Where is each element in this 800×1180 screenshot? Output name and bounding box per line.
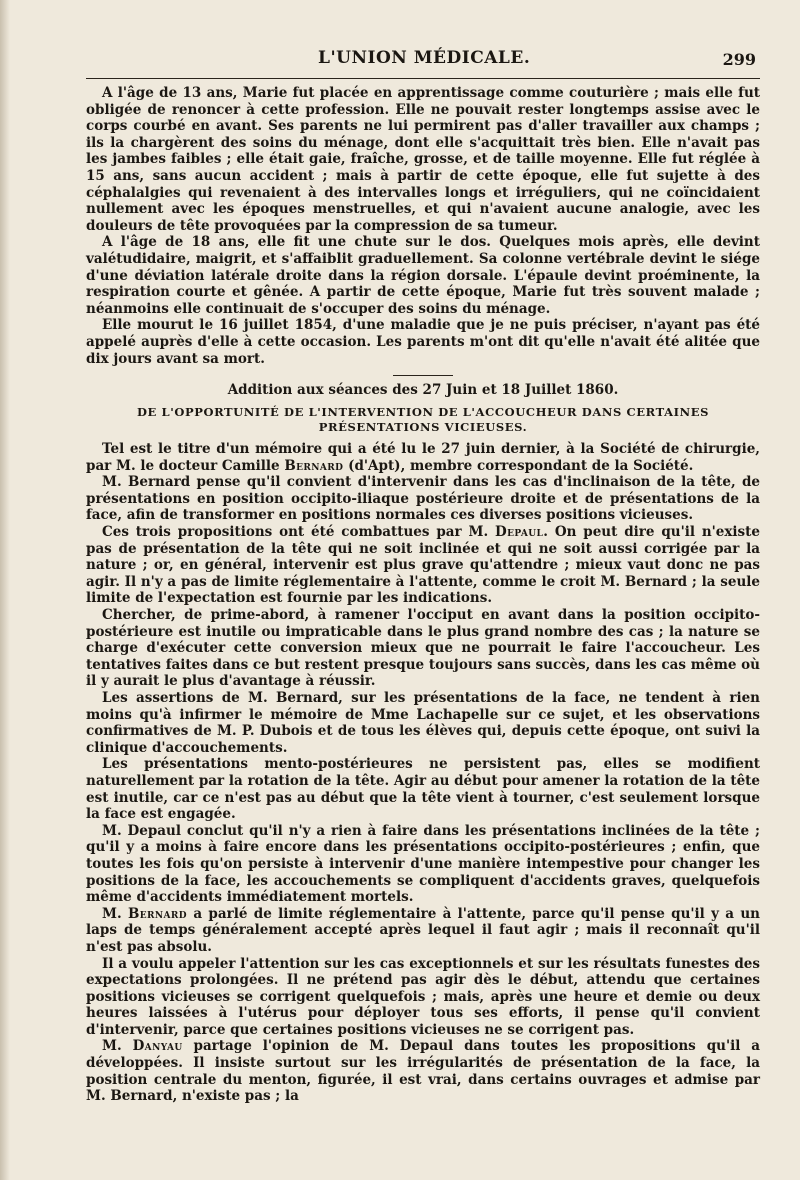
paragraph: Chercher, de prime-abord, à ramener l'occiput en avant dans la position occipito-postérieure est inutile ou impraticable dans le plus grand nombre des cas ; la nature se charge d'exécuter cette conversion mieux que ne pourrait le faire l'accoucheur. Les tentatives faites dans ce but restent presque toujours sans succès, dans les cas même où il y aurait le plus d'avantage à réussir. xyxy=(86,607,760,690)
paragraph: M. Depaul conclut qu'il n'y a rien à faire dans les présentations inclinées de la tête ; qu'il y a moins à faire encore dans les présentations occipito-postérieures ; enfin, que toutes les fois qu'on persiste à intervenir d'une manière intempestive pour changer les positions de la face, les accouchements se compliquent d'accidents graves, quelquefois même d'accidents immédiatement mortels. xyxy=(86,822,760,906)
author-name: Danyau xyxy=(132,1038,183,1055)
paragraph xyxy=(86,441,760,474)
paragraph: Il a voulu appeler l'attention sur les cas exceptionnels et sur les résultats funestes des expectations prolongées. Il ne prétend pas agir dès le début, attendu que certaines positions vicieuses se corrigent quelquefois ; mais, après une heure et demie ou deux heures laissées à l'utérus pour déployer tous ses efforts, il pense qu'il convient d'intervenir, parce que certaines positions vicieuses ne se corrigent pas. xyxy=(86,955,760,1038)
text-span: . On peut dire qu'il n'existe pas de présentation de la tête qui ne soit inclinée et qui ne soit aussi corrigée par la nature ; or, en général, intervenir est plus grave qu'attendre ; mieux vaut donc ne pas agir. Il n'y a pas de limite réglementaire à l'attente, comme le croit M. Bernard ; la seule limite de l'expectation est fournie par les indications. xyxy=(86,524,760,607)
text-span: Tel est le titre d'un mémoire qui a été lu le 27 juin dernier, à la Société de chirurgie, par M. le docteur Camille xyxy=(86,441,760,474)
page-edge-shadow xyxy=(0,0,10,1180)
page-number: 299 xyxy=(722,50,756,69)
author-name: Bernard xyxy=(284,457,344,474)
paragraph: Les assertions de M. Bernard, sur les présentations de la face, ne tendent à rien moins qu'à infirmer le mémoire de Mme Lachapelle sur ce sujet, et les observations confirmatives de M. P. Dubois et de tous les élèves qui, depuis cette époque, ont suivi la clinique d'accouchements. xyxy=(86,690,760,756)
text-span: a parlé de limite réglementaire à l'attente, parce qu'il pense qu'il y a un laps de temps généralement accepté après lequel il faut agir ; mais il reconnaît qu'il n'est pas absolu. xyxy=(86,905,760,955)
paragraph xyxy=(86,906,760,956)
page-header xyxy=(86,48,760,74)
paragraph: M. Bernard pense qu'il convient d'intervenir dans les cas d'inclinaison de la tête, de présentations en position occipito-iliaque postérieure droite et de présentations de la face, afin de transformer en positions normales ces diverses positions vicieuses. xyxy=(86,474,760,524)
section-title: DE L'OPPORTUNITÉ DE L'INTERVENTION DE L'ACCOUCHEUR DANS CERTAINES PRÉSENTATIONS VICIEUSES. xyxy=(136,405,709,435)
paragraph xyxy=(86,524,760,607)
paragraph: Elle mourut le 16 juillet 1854, d'une maladie que je ne puis préciser, n'ayant pas été appelé auprès d'elle à cette occasion. Les parents m'ont dit qu'elle n'avait été alitée que dix jours avant sa mort. xyxy=(86,317,760,367)
article-body xyxy=(86,85,760,1105)
text-span: (d'Apt), membre correspondant de la Société. xyxy=(343,457,694,474)
author-name: Bernard xyxy=(127,905,188,922)
author-name: Depaul xyxy=(495,524,544,541)
running-title: L'UNION MÉDICALE. xyxy=(318,48,531,68)
paragraph: A l'âge de 13 ans, Marie fut placée en apprentissage comme couturière ; mais elle fut obligée de renoncer à cette profession. Elle ne pouvait rester longtemps assise avec le corps courbé en avant. Ses parents ne lui permirent pas d'aller travailler aux champs ; ils la chargèrent des soins du ménage, dont elle s'acquittait très bien. Elle n'avait pas les jambes faibles ; elle était gaie, fraîche, grosse, et de taille moyenne. Elle fut réglée à 15 ans, sans aucun accident ; mais à partir de cette époque, elle fut sujette à des céphalalgies qui revenaient à des intervalles longs et irréguliers, qui ne coïncidaient nullement avec les époques menstruelles, et qui n'avaient aucune analogie, avec les douleurs de tête provoquées par la compression de sa tumeur. xyxy=(86,85,760,234)
text-span: M. xyxy=(102,905,128,922)
paragraph: A l'âge de 18 ans, elle fit une chute sur le dos. Quelques mois après, elle devint valétudidaire, maigrit, et s'affaiblit graduellement. Sa colonne vertébrale devint le siége d'une déviation latérale droite dans la région dorsale. L'épaule devint proéminente, la respiration courte et gênée. A partir de cette époque, Marie fut très souvent malade ; néanmoins elle continuait de s'occuper des soins du ménage. xyxy=(86,234,760,317)
paragraph: Les présentations mento-postérieures ne persistent pas, elles se modifient naturellement par la rotation de la tête. Agir au début pour amener la rotation de la tête est inutile, car ce n'est pas au début que la tête vient à tourner, c'est seulement lorsque la face est engagée. xyxy=(86,756,760,823)
paragraph xyxy=(86,1038,760,1104)
text-span: partage l'opinion de M. Depaul dans toutes les propositions qu'il a développées. Il insiste surtout sur les irrégularités de présentation de la face, la position centrale du menton, figurée, il est vrai, dans certains ouvrages et admise par M. Bernard, n'existe pas ; la xyxy=(86,1038,761,1105)
text-span: M. xyxy=(102,1038,133,1055)
addition-heading: Addition aux séances des 27 Juin et 18 Juillet 1860. xyxy=(227,382,619,399)
header-rule xyxy=(86,78,760,79)
text-span: Ces trois propositions ont été combattues par M. xyxy=(102,524,496,541)
section-separator xyxy=(393,375,453,376)
